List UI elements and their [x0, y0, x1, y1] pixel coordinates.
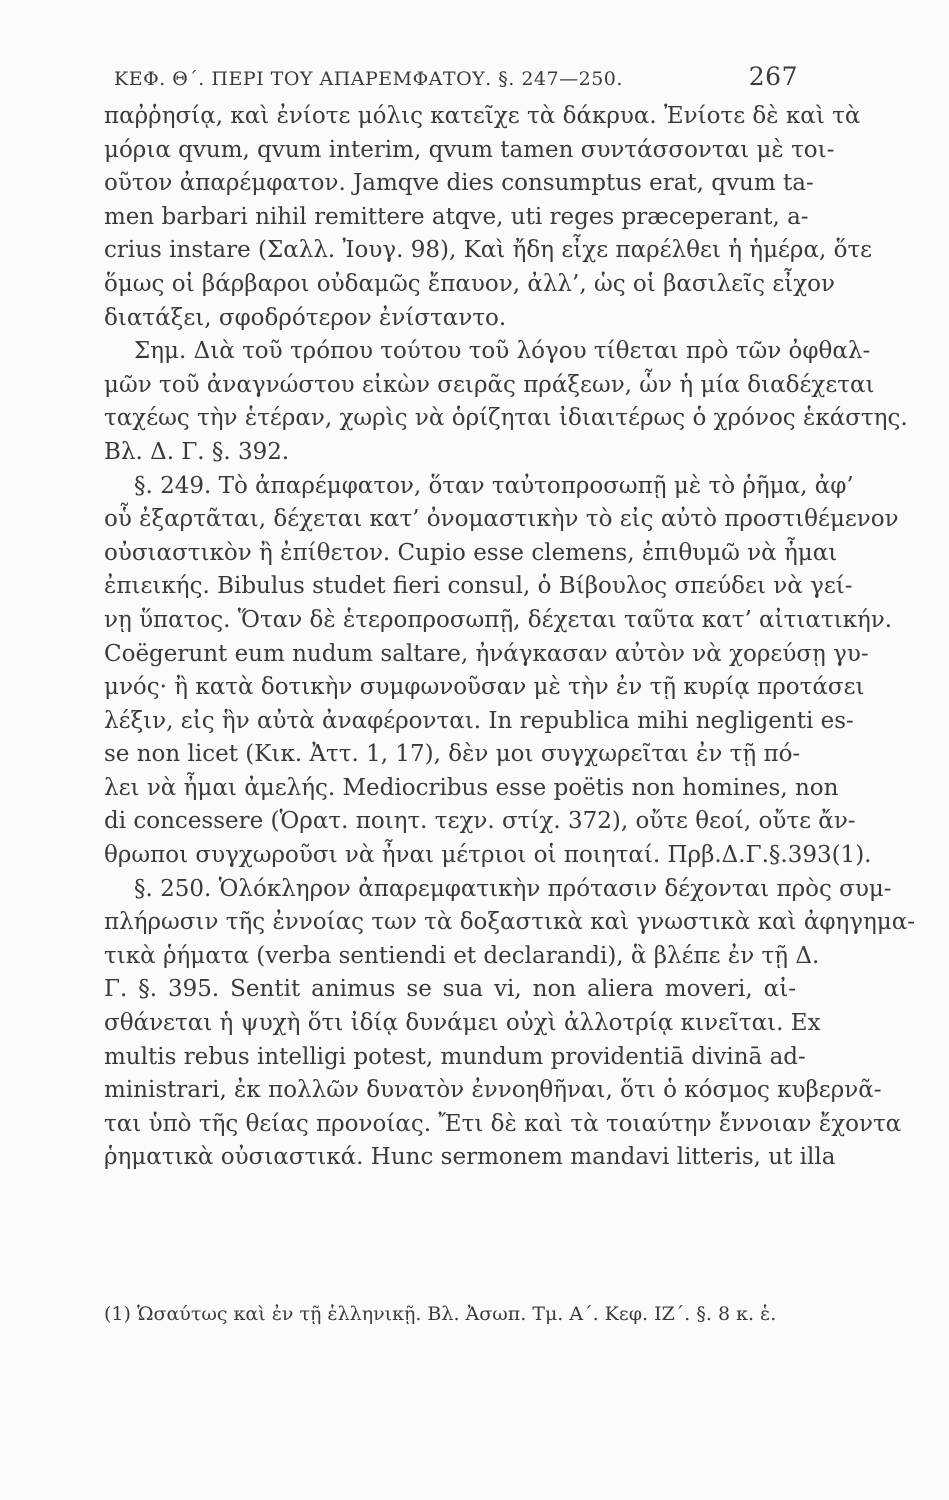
text-line: διατάξει, σφοδρότερον ἐνίσταντο. [104, 304, 507, 331]
text-line: μῶν τοῦ ἀναγνώστου εἰκὼν σειρᾶς πράξεων, ὧν ἡ μία διαδέχεται [104, 371, 875, 398]
text-line: crius instare (Σαλλ. Ἰουγ. 98), Καὶ ἤδη εἶχε παρέλθει ἡ ἡμέρα, ὅτε [104, 237, 873, 264]
text-line: ἐπιεικής. Bibulus studet fieri consul, ὁ Βίβουλος σπεύδει νὰ γεί- [104, 573, 853, 600]
text-line: ῥηματικὰ οὐσιαστικά. Hunc sermonem mandavi litteris, ut illa [104, 1144, 836, 1171]
text-line: λέξιν, εἰς ἣν αὐτὰ ἀναφέρονται. In republica mihi negligenti es- [104, 707, 854, 734]
text-line: Βλ. Δ. Γ. §. 392. [104, 438, 290, 465]
note-line: Σημ. Διὰ τοῦ τρόπου τούτου τοῦ λόγου τίθεται πρὸ τῶν ὀφθαλ- [134, 338, 871, 365]
page-number: 267 [748, 62, 798, 91]
text-line: οῦτον ἀπαρέμφατον. Jamqve dies consumptus erat, qvum ta- [104, 170, 814, 197]
book-page [104, 58, 916, 1358]
text-line: σθάνεται ἡ ψυχὴ ὅτι ἰδίᾳ δυνάμει οὐχὶ ἀλλοτρίᾳ κινεῖται. Ex [104, 1010, 821, 1037]
text-line: λει νὰ ἦμαι ἀμελής. Mediocribus esse poëtis non homines, non [104, 774, 839, 801]
text-line: ταχέως τὴν ἑτέραν, χωρὶς νὰ ὁρίζηται ἰδιαιτέρως ὁ χρόνος ἑκάστης. [104, 405, 908, 432]
text-line: multis rebus intelligi potest, mundum providentiā divinā ad- [104, 1043, 806, 1070]
page-header [104, 58, 796, 98]
text-line: Γ. §. 395. Sentit animus se sua vi, non aliera moveri, αἰ- [104, 976, 796, 1003]
footnote: (1) Ὡσαύτως καὶ ἐν τῇ ἑλληνικῇ. Βλ. Ἀσωπ. Τμ. Α΄. Κεφ. ΙΖ΄. §. 8 κ. ἑ. [104, 1303, 777, 1325]
text-line: se non licet (Κικ. Ἀττ. 1, 17), δὲν μοι συγχωρεῖται ἐν τῇ πό- [104, 741, 801, 768]
text-line: θρωποι συγχωροῦσι νὰ ἦναι μέτριοι οἱ ποιηταί. Πρβ.Δ.Γ.§.393(1). [104, 842, 872, 869]
text-line: men barbari nihil remittere atqve, uti reges præceperant, a- [104, 203, 809, 230]
body-text [104, 100, 916, 1175]
text-line: τικὰ ῥήματα (verba sentiendi et declarandi), ἃ βλέπε ἐν τῇ Δ. [104, 942, 820, 969]
section-249-start: §. 249. Τὸ ἀπαρέμφατον, ὅταν ταὐτοπροσωπῇ μὲ τὸ ῥῆμα, ἀφ’ [134, 472, 854, 499]
text-line: di concessere (Ὁρατ. ποιητ. τεχν. στίχ. 372), οὔτε θεοί, οὔτε ἄν- [104, 808, 856, 835]
text-line: οὗ ἐξαρτᾶται, δέχεται κατ’ ὀνομαστικὴν τὸ εἰς αὐτὸ προστιθέμενον [104, 506, 899, 533]
text-line: οὐσιαστικὸν ἢ ἐπίθετον. Cupio esse clemens, ἐπιθυμῶ νὰ ἦμαι [104, 539, 838, 566]
running-title: ΚΕΦ. Θ΄. ΠΕΡΙ ΤΟΥ ΑΠΑΡΕΜΦΑΤΟΥ. §. 247—250. [114, 68, 623, 90]
text-line: ται ὑπὸ τῆς θείας προνοίας. Ἔτι δὲ καὶ τὰ τοιαύτην ἔννοιαν ἔχοντα [104, 1110, 902, 1137]
section-250-start: §. 250. Ὁλόκληρον ἀπαρεμφατικὴν πρότασιν δέχονται πρὸς συμ- [134, 875, 892, 902]
text-line: ministrari, ἐκ πολλῶν δυνατὸν ἐννοηθῆναι, ὅτι ὁ κόσμος κυβερνᾶ- [104, 1077, 882, 1104]
text-line: παῤῥησίᾳ, καὶ ἐνίοτε μόλις κατεῖχε τὰ δάκρυα. Ἐνίοτε δὲ καὶ τὰ [104, 103, 861, 129]
text-line: ὅμως οἱ βάρβαροι οὐδαμῶς ἔπαυον, ἀλλ’, ὡς οἱ βασιλεῖς εἶχον [104, 270, 836, 297]
text-line: μνός· ἢ κατὰ δοτικὴν συμφωνοῦσαν μὲ τὴν ἐν τῇ κυρίᾳ προτάσει [104, 674, 865, 701]
text-line: πλήρωσιν τῆς ἐννοίας των τὰ δοξαστικὰ καὶ γνωστικὰ καὶ ἀφηγημα- [104, 909, 916, 936]
text-line: μόρια qvum, qvum interim, qvum tamen συντάσσονται μὲ τοι- [104, 136, 835, 163]
text-line: Coëgerunt eum nudum saltare, ἠνάγκασαν αὐτὸν νὰ χορεύσῃ γυ- [104, 640, 869, 667]
text-line: νῃ ὕπατος. Ὅταν δὲ ἑτεροπροσωπῇ, δέχεται ταῦτα κατ’ αἰτιατικήν. [104, 606, 893, 633]
